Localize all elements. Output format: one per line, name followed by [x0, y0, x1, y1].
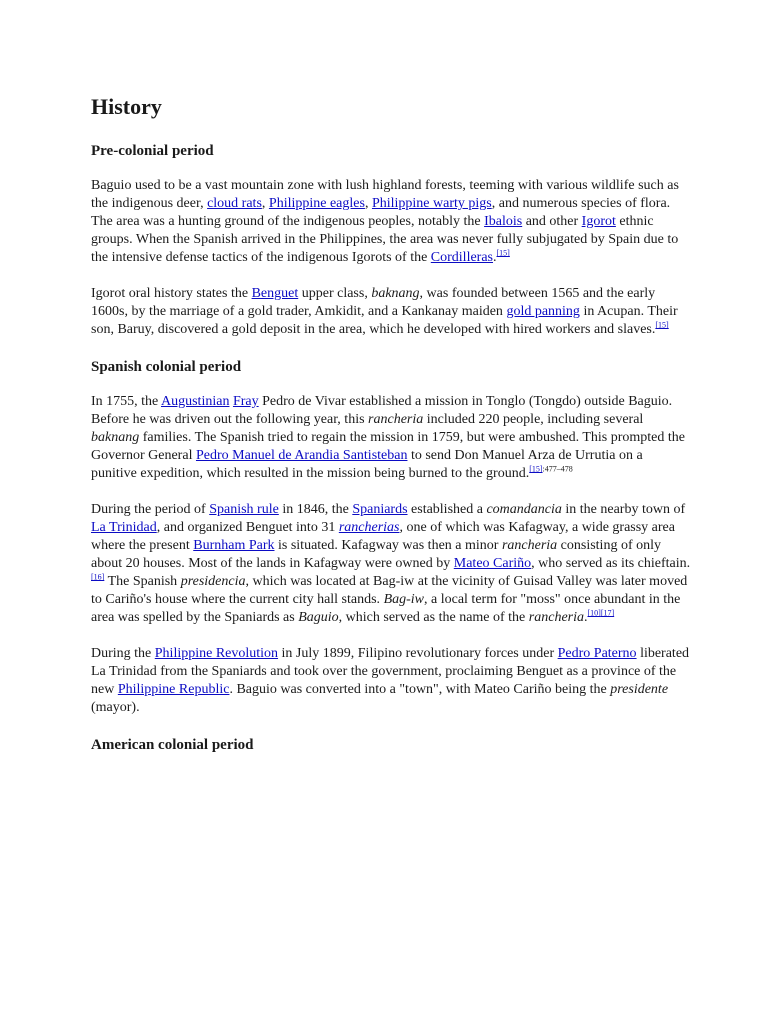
section-title-american: American colonial period: [91, 737, 254, 753]
italic-term: rancherias: [338, 520, 400, 535]
text: established a: [407, 502, 487, 517]
citation-10[interactable]: [588, 608, 601, 617]
citation-link[interactable]: [10]: [587, 608, 601, 618]
text: . Baguio was converted into a "town", with Mateo Cariño being the: [229, 682, 611, 697]
link-burnham-park[interactable]: Burnham Park: [193, 538, 275, 553]
text: included 220 people, including several: [423, 412, 644, 427]
citation-15[interactable]: [497, 248, 510, 257]
text: to send Don Manuel Arza de Urrutia on a punitive expedition, which resulted in the mission being burned to the ground.: [91, 448, 643, 481]
text: , a local term for "moss" once abundant in the area was spelled by the Spaniards as: [91, 592, 681, 625]
text: , was founded between 1565 and the early 1600s, by the marriage of a gold trader, Amkidit, and a Kankanay maiden: [91, 286, 656, 319]
link-philippine-revolution[interactable]: Philippine Revolution: [154, 646, 279, 661]
link-cloud-rats[interactable]: cloud rats: [207, 196, 262, 211]
link-la-trinidad[interactable]: La Trinidad: [91, 520, 157, 535]
text: families. The Spanish tried to regain the mission in 1759, but were ambushed. This prompted the Governor General: [91, 430, 685, 463]
link-gold-panning[interactable]: gold panning: [506, 304, 580, 319]
italic-term: rancheria: [368, 412, 424, 427]
text: , and organized Benguet into 31: [156, 520, 339, 535]
link-pedro-paterno[interactable]: Pedro Paterno: [557, 646, 637, 661]
text: , and numerous species of flora. The area was a hunting ground of the indigenous peoples, notably the: [91, 196, 671, 229]
text: ,: [364, 196, 372, 211]
text: and other: [522, 214, 582, 229]
text: in 1846, the: [278, 502, 353, 517]
citation-link[interactable]: [15]: [529, 464, 543, 474]
italic-term: baknang: [91, 430, 140, 445]
text: in Acupan. Their son, Baruy, discovered a gold deposit in the area, which he developed with hired workers and slaves.: [91, 304, 678, 337]
link-philippine-eagles[interactable]: Philippine eagles: [268, 196, 365, 211]
text: Pedro de Vivar established a mission in Tonglo (Tongdo) outside Baguio. Before he was driven out the following year, this: [91, 394, 673, 427]
italic-term: presidencia: [180, 574, 246, 589]
article-content: [91, 90, 691, 771]
citation-link[interactable]: [17]: [600, 608, 615, 618]
link-ibalois[interactable]: Ibalois: [484, 214, 523, 229]
page-title: History: [91, 94, 162, 119]
text: , who served as its chieftain.: [531, 556, 691, 571]
italic-term: Bag-iw: [383, 592, 425, 607]
section-title-precolonial: Pre-colonial period: [91, 143, 214, 159]
paragraph-spanish-2: [91, 501, 691, 627]
paragraph-spanish-1: [91, 393, 691, 483]
text: During the period of: [91, 502, 210, 517]
text: is situated. Kafagway was then a minor: [274, 538, 502, 553]
citation-15[interactable]: [655, 320, 668, 329]
text: The Spanish: [104, 574, 181, 589]
section-title-spanish: Spanish colonial period: [91, 359, 242, 375]
citation-17[interactable]: [601, 608, 614, 617]
italic-term: baknang: [371, 286, 420, 301]
link-philippine-warty-pigs[interactable]: Philippine warty pigs: [371, 196, 492, 211]
text: , which was located at Bag-iw at the vicinity of Guisad Valley was later moved to Cariño's house where the current city hall stands.: [91, 574, 688, 607]
link-cordilleras[interactable]: Cordilleras: [430, 250, 494, 265]
link-mateo-carino[interactable]: Mateo Cariño: [453, 556, 532, 571]
citation-15[interactable]: [529, 464, 573, 473]
link-benguet[interactable]: Benguet: [251, 286, 299, 301]
text: (mayor).: [91, 700, 140, 715]
text: ethnic groups. When the Spanish arrived in the Philippines, the area was never fully subjugated by Spain due to the intensive defense tactics of the indigenous Igorots of the: [91, 214, 679, 265]
link-philippine-republic[interactable]: Philippine Republic: [117, 682, 230, 697]
text: in the nearby town of: [561, 502, 686, 517]
text: .: [493, 250, 497, 265]
text: ,: [261, 196, 269, 211]
link-spaniards[interactable]: Spaniards: [352, 502, 408, 517]
text: consisting of only about 20 houses. Most of the lands in Kafagway were owned by: [91, 538, 662, 571]
link-spanish-rule[interactable]: Spanish rule: [209, 502, 279, 517]
text: Igorot oral history states the: [91, 286, 252, 301]
link-pedro-manuel-de-arandia-santisteban[interactable]: Pedro Manuel de Arandia Santisteban: [195, 448, 408, 463]
citation-pages: :477–478: [542, 464, 573, 474]
italic-term: rancheria: [528, 610, 584, 625]
link-augustinian[interactable]: Augustinian: [161, 394, 230, 409]
italic-term: Baguio: [298, 610, 339, 625]
italic-term: presidente: [610, 682, 669, 697]
text: .: [584, 610, 588, 625]
paragraph-precolonial-1: [91, 177, 691, 267]
link-igorot[interactable]: Igorot: [581, 214, 616, 229]
italic-term: comandancia: [486, 502, 562, 517]
text: upper class,: [298, 286, 372, 301]
italic-term: rancheria: [501, 538, 558, 553]
citation-link[interactable]: [15]: [655, 320, 669, 330]
citation-link[interactable]: [16]: [91, 572, 105, 582]
text: in July 1899, Filipino revolutionary forces under: [278, 646, 558, 661]
link-rancherias[interactable]: [339, 520, 400, 535]
text: Baguio used to be a vast mountain zone with lush highland forests, teeming with various wildlife such as the indigenous deer,: [91, 178, 679, 211]
text: In 1755, the: [91, 394, 161, 409]
text: During the: [91, 646, 155, 661]
text: , which served as the name of the: [338, 610, 529, 625]
citation-16[interactable]: [91, 572, 104, 581]
text: , one of which was Kafagway, a wide grassy area where the present: [91, 520, 675, 553]
paragraph-spanish-3: [91, 645, 691, 717]
paragraph-precolonial-2: [91, 285, 691, 339]
citation-link[interactable]: [15]: [496, 248, 510, 258]
link-fray[interactable]: Fray: [232, 394, 259, 409]
text: liberated La Trinidad from the Spaniards and took over the government, proclaiming Benguet as a province of the new: [91, 646, 690, 697]
